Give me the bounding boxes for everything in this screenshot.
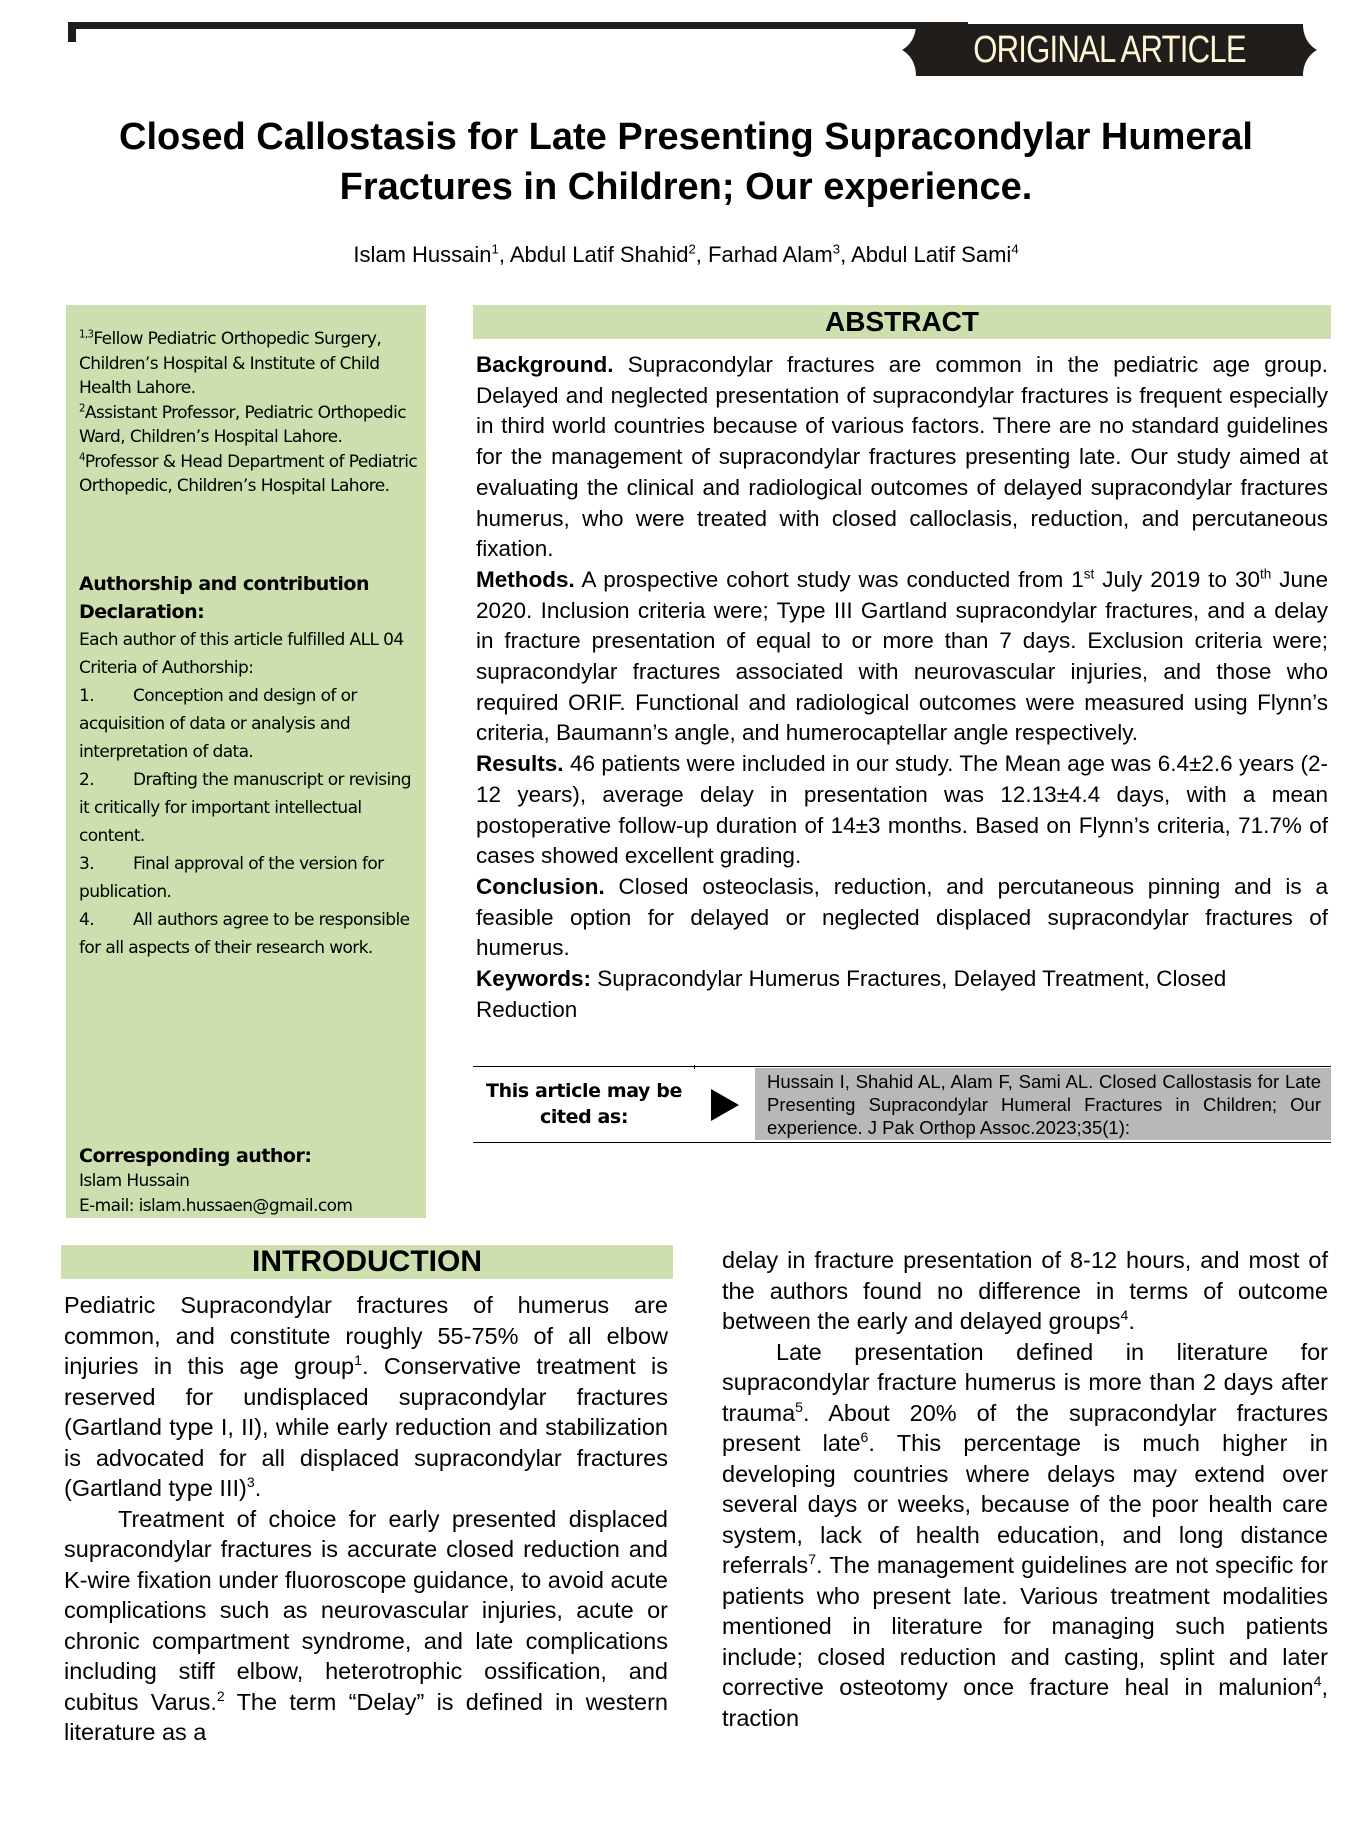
body-column-left	[64, 1290, 668, 1748]
citation-ref: 2	[216, 1687, 225, 1704]
author-name: Abdul Latif Sami	[851, 242, 1012, 267]
abstract-background	[476, 350, 1328, 565]
affiliation-sup: 2	[79, 402, 85, 414]
affiliation-item	[79, 327, 419, 401]
abstract-text: Supracondylar Humerus Fractures, Delayed Treatment, Closed Reduction	[476, 966, 1227, 1022]
affiliation-sup: 1,3	[79, 329, 94, 341]
declaration-item-text: Final approval of the version for publication.	[79, 854, 384, 902]
abstract-label: Conclusion.	[476, 873, 605, 899]
paragraph	[64, 1290, 668, 1504]
text-run: .	[1128, 1308, 1135, 1334]
abstract-text: Supracondylar fractures are common in the pediatric age group. Delayed and neglected presentation of supracondylar fractures is frequent especially in third world countries because of various factors. There are no standard guidelines for the management of supracondylar fractures presenting late. Our study aimed at evaluating the clinical and radiological outcomes of delayed supracondylar fractures humerus, who were treated with closed calloclasis, reduction, and percutaneous fixation.	[476, 352, 1328, 562]
declaration-item-num: 2.	[79, 770, 95, 790]
text-run: . About 20% of the supracondylar fractures present late	[722, 1399, 1328, 1456]
text-run: Treatment of choice for early presented displaced supracondylar fractures is accurate closed reduction and K-wire fixation under fluoroscope guidance, to avoid acute complications such as neurovascular injuries, acute or chronic compartment syndrome, and late complications including stiff elbow, heterotrophic ossification, and cubitus Varus.	[64, 1505, 668, 1715]
declaration-item	[79, 906, 419, 962]
text-run: . The management guidelines are not specific for patients who present late. Various treatment modalities mentioned in literature for managing such patients include; closed reduction and casting, splint and later corrective osteotomy once fracture heal in malunion	[722, 1552, 1328, 1700]
corresponding-author	[79, 1143, 424, 1219]
text-run: . This percentage is much higher in developing countries where delays may extend over several days or weeks, because of the poor health care system, lack of health education, and long distance referrals	[722, 1430, 1328, 1578]
abstract-label: Keywords:	[476, 966, 592, 992]
abstract-label: Results.	[476, 751, 564, 777]
author-sup: 3	[832, 241, 841, 257]
declaration-item	[79, 682, 419, 766]
citation-ref: 5	[795, 1398, 803, 1415]
citation-box	[473, 1066, 1331, 1143]
abstract-text: 46 patients were included in our study. The Mean age was 6.4±2.6 years (2-12 years), average delay in presentation was 12.13±4.4 days, with a mean postoperative follow-up duration of 14±3 months. Based on Flynn’s criteria, 71.7% of cases showed excellent grading.	[476, 751, 1328, 869]
authorship-declaration	[79, 570, 419, 962]
abstract-keywords	[476, 964, 1328, 1025]
corresponding-name: Islam Hussain	[79, 1171, 190, 1191]
author-list: Islam Hussain$^1$, Abdul Latif Shahid$^2$, Farhad Alam$^3$, Abdul Latif Sami$^4$	[353, 241, 1019, 267]
title-line-2: Fractures in Children; Our experience.	[339, 166, 1033, 208]
author-sup: 1	[491, 241, 499, 257]
text-run: Late presentation defined in literature for supracondylar fracture humerus is more than 2 days after trauma	[722, 1338, 1328, 1426]
declaration-item	[79, 766, 419, 850]
author-name: Islam Hussain	[353, 242, 492, 267]
declaration-heading: Authorship and contribution Declaration:	[79, 573, 369, 623]
declaration-intro: Each author of this article fulfilled ALL 04 Criteria of Authorship:	[79, 630, 404, 678]
abstract-methods	[476, 565, 1328, 749]
citation-ref: 4	[1313, 1673, 1322, 1690]
text-run: The term “Delay” is defined in western literature as a	[64, 1688, 668, 1745]
abstract-text: Closed osteoclasis, reduction, and percutaneous pinning and is a feasible option for delayed or neglected displaced supracondylar fractures of humerus.	[476, 873, 1328, 961]
affiliation-text: Fellow Pediatric Orthopedic Surgery, Children’s Hospital & Institute of Child Health Lahore.	[79, 329, 382, 398]
citation-ref: 1	[354, 1352, 362, 1369]
text-run: . Conservative treatment is reserved for undisplaced supracondylar fractures (Gartland type I, II), while early reduction and stabilization is advocated for all displaced supracondylar fractures (Gartland type III)	[64, 1353, 668, 1501]
citation-text: Hussain I, Shahid AL, Alam F, Sami AL. Closed Callostasis for Late Presenting Supracondylar Humeral Fractures in Children; Our experience. J Pak Orthop Assoc.2023;35(1):	[755, 1068, 1331, 1140]
declaration-item-num: 4.	[79, 910, 95, 930]
author-name: Abdul Latif Shahid	[509, 242, 689, 267]
section-badge	[902, 24, 1317, 76]
affiliation-sup: 4	[79, 451, 85, 463]
abstract-label: Background.	[476, 352, 614, 377]
declaration-item-num: 1.	[79, 686, 95, 706]
citation-label: This article may be cited as:	[486, 1080, 682, 1128]
declaration-item-text: Drafting the manuscript or revising it critically for important intellectual content.	[79, 770, 411, 846]
affiliations	[79, 327, 419, 499]
abstract-label: Methods.	[476, 566, 575, 592]
section-badge-label: ORIGINAL ARTICLE	[973, 29, 1246, 71]
play-arrow-icon	[709, 1087, 741, 1123]
paragraph	[722, 1245, 1328, 1337]
paragraph	[722, 1337, 1328, 1734]
text-run: Pediatric Supracondylar fractures of humerus are common, and constitute roughly 55-75% of all elbow injuries in this age group	[64, 1292, 668, 1379]
abstract-text: July 2019 to 30	[1094, 566, 1260, 592]
corresponding-email[interactable]: E-mail: islam.hussaen@gmail.com	[79, 1196, 353, 1216]
abstract-results	[476, 749, 1328, 872]
affiliation-item	[79, 401, 419, 450]
text-run: .	[254, 1475, 262, 1501]
abstract-heading: ABSTRACT	[473, 305, 1331, 339]
author-sup: 4	[1011, 241, 1019, 257]
body-column-right	[722, 1245, 1328, 1733]
ordinal-sup: th	[1259, 566, 1272, 582]
introduction-heading: INTRODUCTION	[61, 1245, 673, 1279]
ordinal-sup: st	[1083, 566, 1095, 582]
corresponding-heading: Corresponding author:	[79, 1145, 312, 1167]
header-rule-tick	[68, 22, 76, 42]
info-sidebar	[66, 305, 426, 1218]
header-rule	[68, 22, 968, 29]
abstract-body	[476, 350, 1328, 1025]
title-line-1: Closed Callostasis for Late Presenting Supracondylar Humeral	[119, 116, 1253, 158]
declaration-item-text: All authors agree to be responsible for all aspects of their research work.	[79, 910, 410, 958]
paragraph	[64, 1504, 668, 1748]
text-run: , traction	[722, 1674, 1328, 1731]
text-run: delay in fracture presentation of 8-12 hours, and most of the authors found no difference in terms of outcome between the early and delayed groups	[722, 1247, 1328, 1334]
author-sup: 2	[688, 241, 696, 257]
affiliation-item	[79, 450, 419, 499]
citation-ref: 6	[860, 1429, 869, 1446]
abstract-text: June 2020. Inclusion criteria were; Type III Gartland supracondylar fractures, and a delay in fracture presentation of equal to or more than 7 days. Exclusion criteria were; supracondylar fractures associated with neurovascular injuries, and those who required ORIF. Functional and radiological outcomes were measured using Flynn’s criteria, Baumann’s angle, and humerocaptellar angle respectively.	[476, 566, 1328, 746]
article-title	[40, 112, 1332, 212]
declaration-item-num: 3.	[79, 854, 95, 874]
author-name: Farhad Alam	[708, 242, 833, 267]
citation-ref: 7	[808, 1551, 817, 1568]
affiliation-text: Assistant Professor, Pediatric Orthopedic Ward, Children’s Hospital Lahore.	[79, 402, 406, 447]
declaration-item	[79, 850, 419, 906]
abstract-conclusion	[476, 872, 1328, 964]
citation-ref: 3	[246, 1474, 255, 1491]
affiliation-text: Professor & Head Department of Pediatric Orthopedic, Children’s Hospital Lahore.	[79, 451, 418, 496]
abstract-text: A prospective cohort study was conducted from 1	[574, 566, 1084, 592]
declaration-item-text: Conception and design of or acquisition of data or analysis and interpretation of data.	[79, 686, 357, 762]
citation-ref: 4	[1120, 1307, 1129, 1324]
